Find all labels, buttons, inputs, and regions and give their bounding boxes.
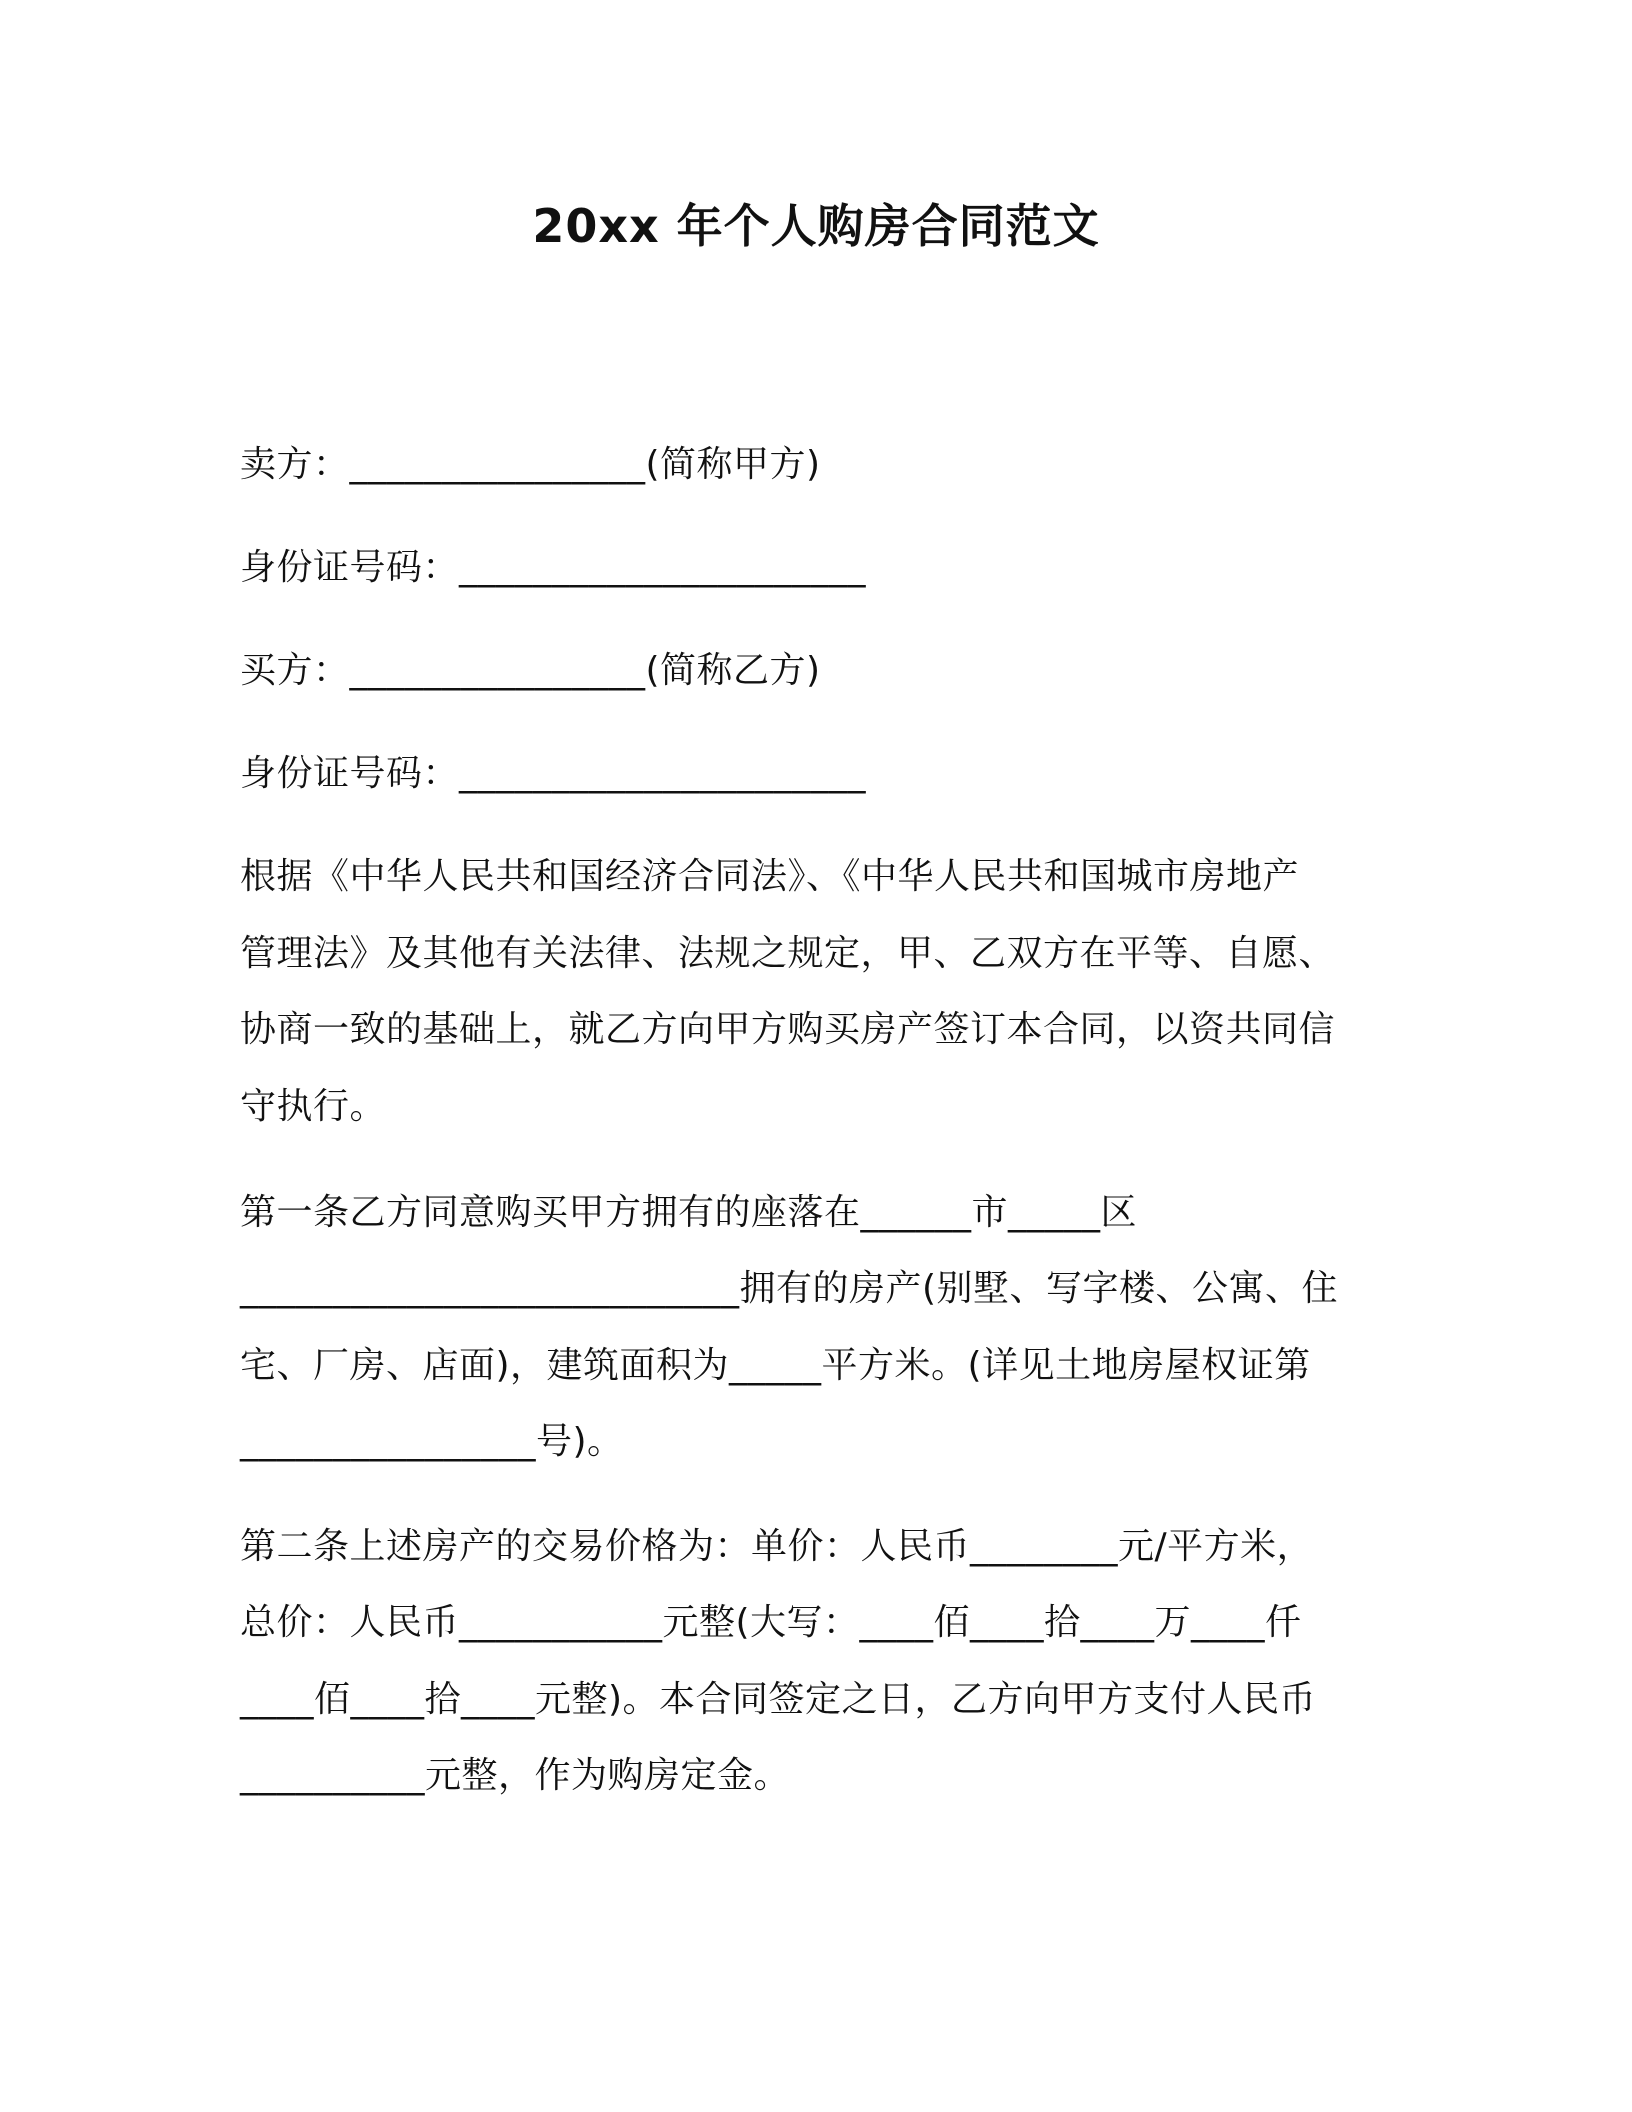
buyer-line: 买方：________________(简称乙方) (240, 650, 821, 691)
article-1-line-4: ________________号)。 (240, 1421, 624, 1462)
seller-id-line: 身份证号码：______________________ (240, 547, 867, 588)
document-title: 20xx 年个人购房合同范文 (532, 199, 1100, 253)
article-2-line-2: 总价：人民币___________元整(大写：____佰____拾____万____仟 (240, 1602, 1302, 1643)
seller-line: 卖方：________________(简称甲方) (240, 444, 821, 485)
article-1-line-1: 第一条乙方同意购买甲方拥有的座落在______市_____区 (240, 1192, 1138, 1233)
article-2-line-1: 第二条上述房产的交易价格为：单价：人民币________元/平方米， (240, 1526, 1314, 1567)
article-1-line-2: ___________________________拥有的房产(别墅、写字楼、公寓、住 (240, 1268, 1339, 1309)
preamble-line-3: 协商一致的基础上，就乙方向甲方购买房产签订本合同，以资共同信 (240, 1009, 1336, 1050)
preamble-line-4: 守执行。 (240, 1086, 387, 1127)
preamble-line-1: 根据《中华人民共和国经济合同法》、《中华人民共和国城市房地产 (240, 856, 1300, 897)
buyer-id-line: 身份证号码：______________________ (240, 753, 867, 794)
article-1-line-3: 宅、厂房、店面)，建筑面积为_____平方米。(详见土地房屋权证第 (240, 1345, 1311, 1386)
article-2-line-3: ____佰____拾____元整)。本合同签定之日，乙方向甲方支付人民币 (240, 1679, 1317, 1720)
article-2-line-4: __________元整，作为购房定金。 (240, 1755, 791, 1796)
preamble-line-2: 管理法》及其他有关法律、法规之规定，甲、乙双方在平等、自愿、 (240, 933, 1336, 974)
